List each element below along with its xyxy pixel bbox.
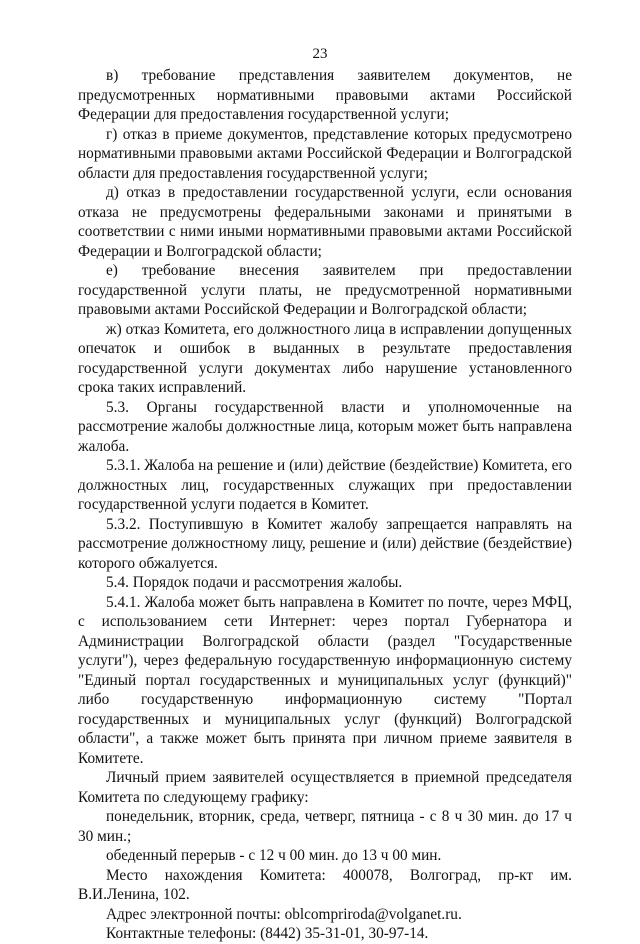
- section-5-3: 5.3. Органы государственной власти и уполномоченные на рассмотрение жалобы должностные лица, которым может быть направлена жалоба.: [78, 398, 572, 455]
- paragraph-e: е) требование внесения заявителем при предоставлении государственной услуги платы, не предусмотренной нормативными правовыми актами Российской Федерации и Волгоградской области;: [78, 262, 572, 318]
- page-number: 23: [312, 46, 328, 62]
- reception-intro: Личный прием заявителей осуществляется в приемной председателя Комитета по следующему графику:: [78, 769, 572, 806]
- section-5-4: 5.4. Порядок подачи и рассмотрения жалобы.: [106, 574, 403, 591]
- paragraph-d: д) отказ в предоставлении государственной услуги, если основания отказа не предусмотрены федеральными законами и принятыми в соответствии с ними иными нормативными правовыми актами Российской Федерации и Волгоградской области;: [78, 184, 572, 260]
- section-5-3-2: 5.3.2. Поступившую в Комитет жалобу запрещается направлять на рассмотрение должностному лицу, решение и (или) действие (бездействие) которого обжалуется.: [78, 515, 572, 572]
- email-address: Адрес электронной почты: oblcompriroda@volganet.ru.: [106, 905, 462, 923]
- paragraph-v: в) требование представления заявителем документов, не предусмотренных нормативными правовыми актами Российской Федерации для предоставления государственной услуги;: [78, 67, 572, 123]
- contact-phones: Контактные телефоны: (8442) 35-31-01, 30-97-14.: [106, 925, 429, 942]
- committee-address: Место нахождения Комитета: 400078, Волгоград, пр-кт им. В.И.Ленина, 102.: [78, 866, 572, 903]
- section-5-3-1: 5.3.1. Жалоба на решение и (или) действие (бездействие) Комитета, его должностных лиц, государственных служащих при предоставлении государственной услуги подается в Комитет.: [78, 457, 572, 513]
- paragraph-g: г) отказ в приеме документов, представление которых предусмотрено нормативными правовыми актами Российской Федерации и Волгоградской области для предоставления государственной услуги;: [78, 125, 572, 182]
- document-body: [78, 66, 572, 944]
- reception-hours: понедельник, вторник, среда, четверг, пятница - с 8 ч 30 мин. до 17 ч 30 мин.;: [78, 808, 572, 845]
- lunch-break: обеденный перерыв - с 12 ч 00 мин. до 13 ч 00 мин.: [106, 847, 442, 864]
- paragraph-zh: ж) отказ Комитета, его должностного лица в исправлении допущенных опечаток и ошибок в выданных в результате предоставления государственной услуги документах либо нарушение установленного срока таких исправлений.: [78, 320, 572, 396]
- section-5-4-1: 5.4.1. Жалоба может быть направлена в Комитет по почте, через МФЦ, с использованием сети Интернет: через портал Губернатора и Администрации Волгоградской области (раздел "Государственные услуги"), через федеральную государственную информационную систему "Единый портал государственных и муниципальных услуг (функций)" либо государственную информационную систему "Портал государственных и муниципальных услуг (функций) Волгоградской области", а также может быть принята при личном приеме заявителя в Комитете.: [78, 593, 572, 767]
